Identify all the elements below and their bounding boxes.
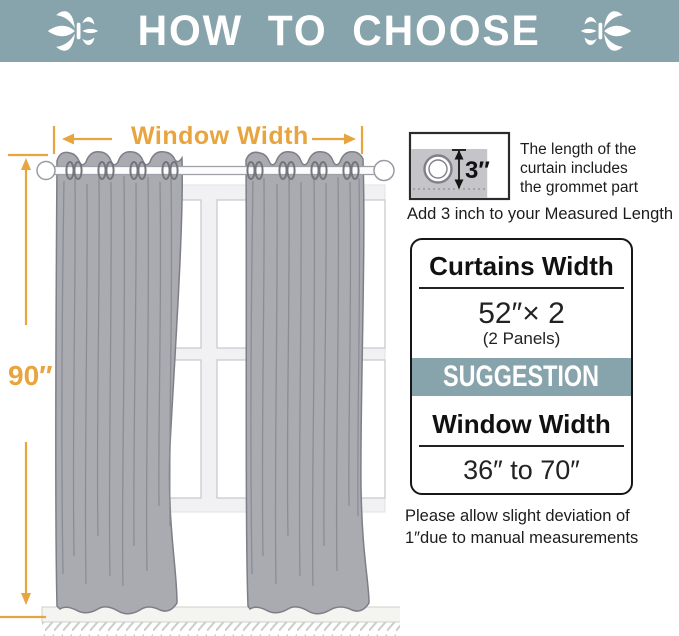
fleur-de-lis-right-icon [578, 3, 634, 59]
grommet-ring-inner [429, 160, 447, 178]
suggestion-box [410, 238, 633, 495]
curtain-panel-left [56, 152, 182, 614]
suggestion-band [412, 358, 631, 396]
panels-count: (2 Panels) [482, 329, 561, 348]
add-length-note: Add 3 inch to your Measured Length [407, 205, 674, 223]
curtain-height-label: 90″ [8, 360, 53, 391]
page-title: HOW TO CHOOSE [137, 7, 542, 55]
window-width-label: Window Width [131, 122, 309, 150]
grommet-description [520, 140, 675, 197]
divider [419, 287, 624, 289]
curtains-width-value: 52″× 2 [478, 297, 565, 330]
curtains-width-title: Curtains Width [429, 251, 614, 281]
header-banner [0, 0, 679, 62]
grommet-measure-label: 3″ [465, 157, 490, 184]
grommet-description-line: the grommet part [520, 179, 639, 196]
disclaimer-line-2: 1″due to manual measurements [405, 529, 639, 547]
floor-hatching [42, 622, 400, 636]
grommet-figure [408, 131, 513, 203]
grommet-description-line: The length of the [520, 141, 637, 158]
suggestion-band-label: SUGGESTION [443, 360, 600, 393]
divider [419, 445, 624, 447]
floor [42, 607, 400, 636]
window-width-title: Window Width [432, 409, 611, 439]
rod-finial-right [374, 161, 394, 181]
curtain-diagram [0, 106, 400, 636]
window-width-value: 36″ to 70″ [463, 455, 580, 485]
grommet-description-line: curtain includes [520, 160, 628, 177]
fleur-de-lis-left-icon [45, 3, 101, 59]
disclaimer-line-1: Please allow slight deviation of [405, 507, 630, 525]
measurement-disclaimer [405, 505, 679, 549]
curtain-panel-right [246, 152, 369, 614]
rod-finial-left [37, 162, 55, 180]
